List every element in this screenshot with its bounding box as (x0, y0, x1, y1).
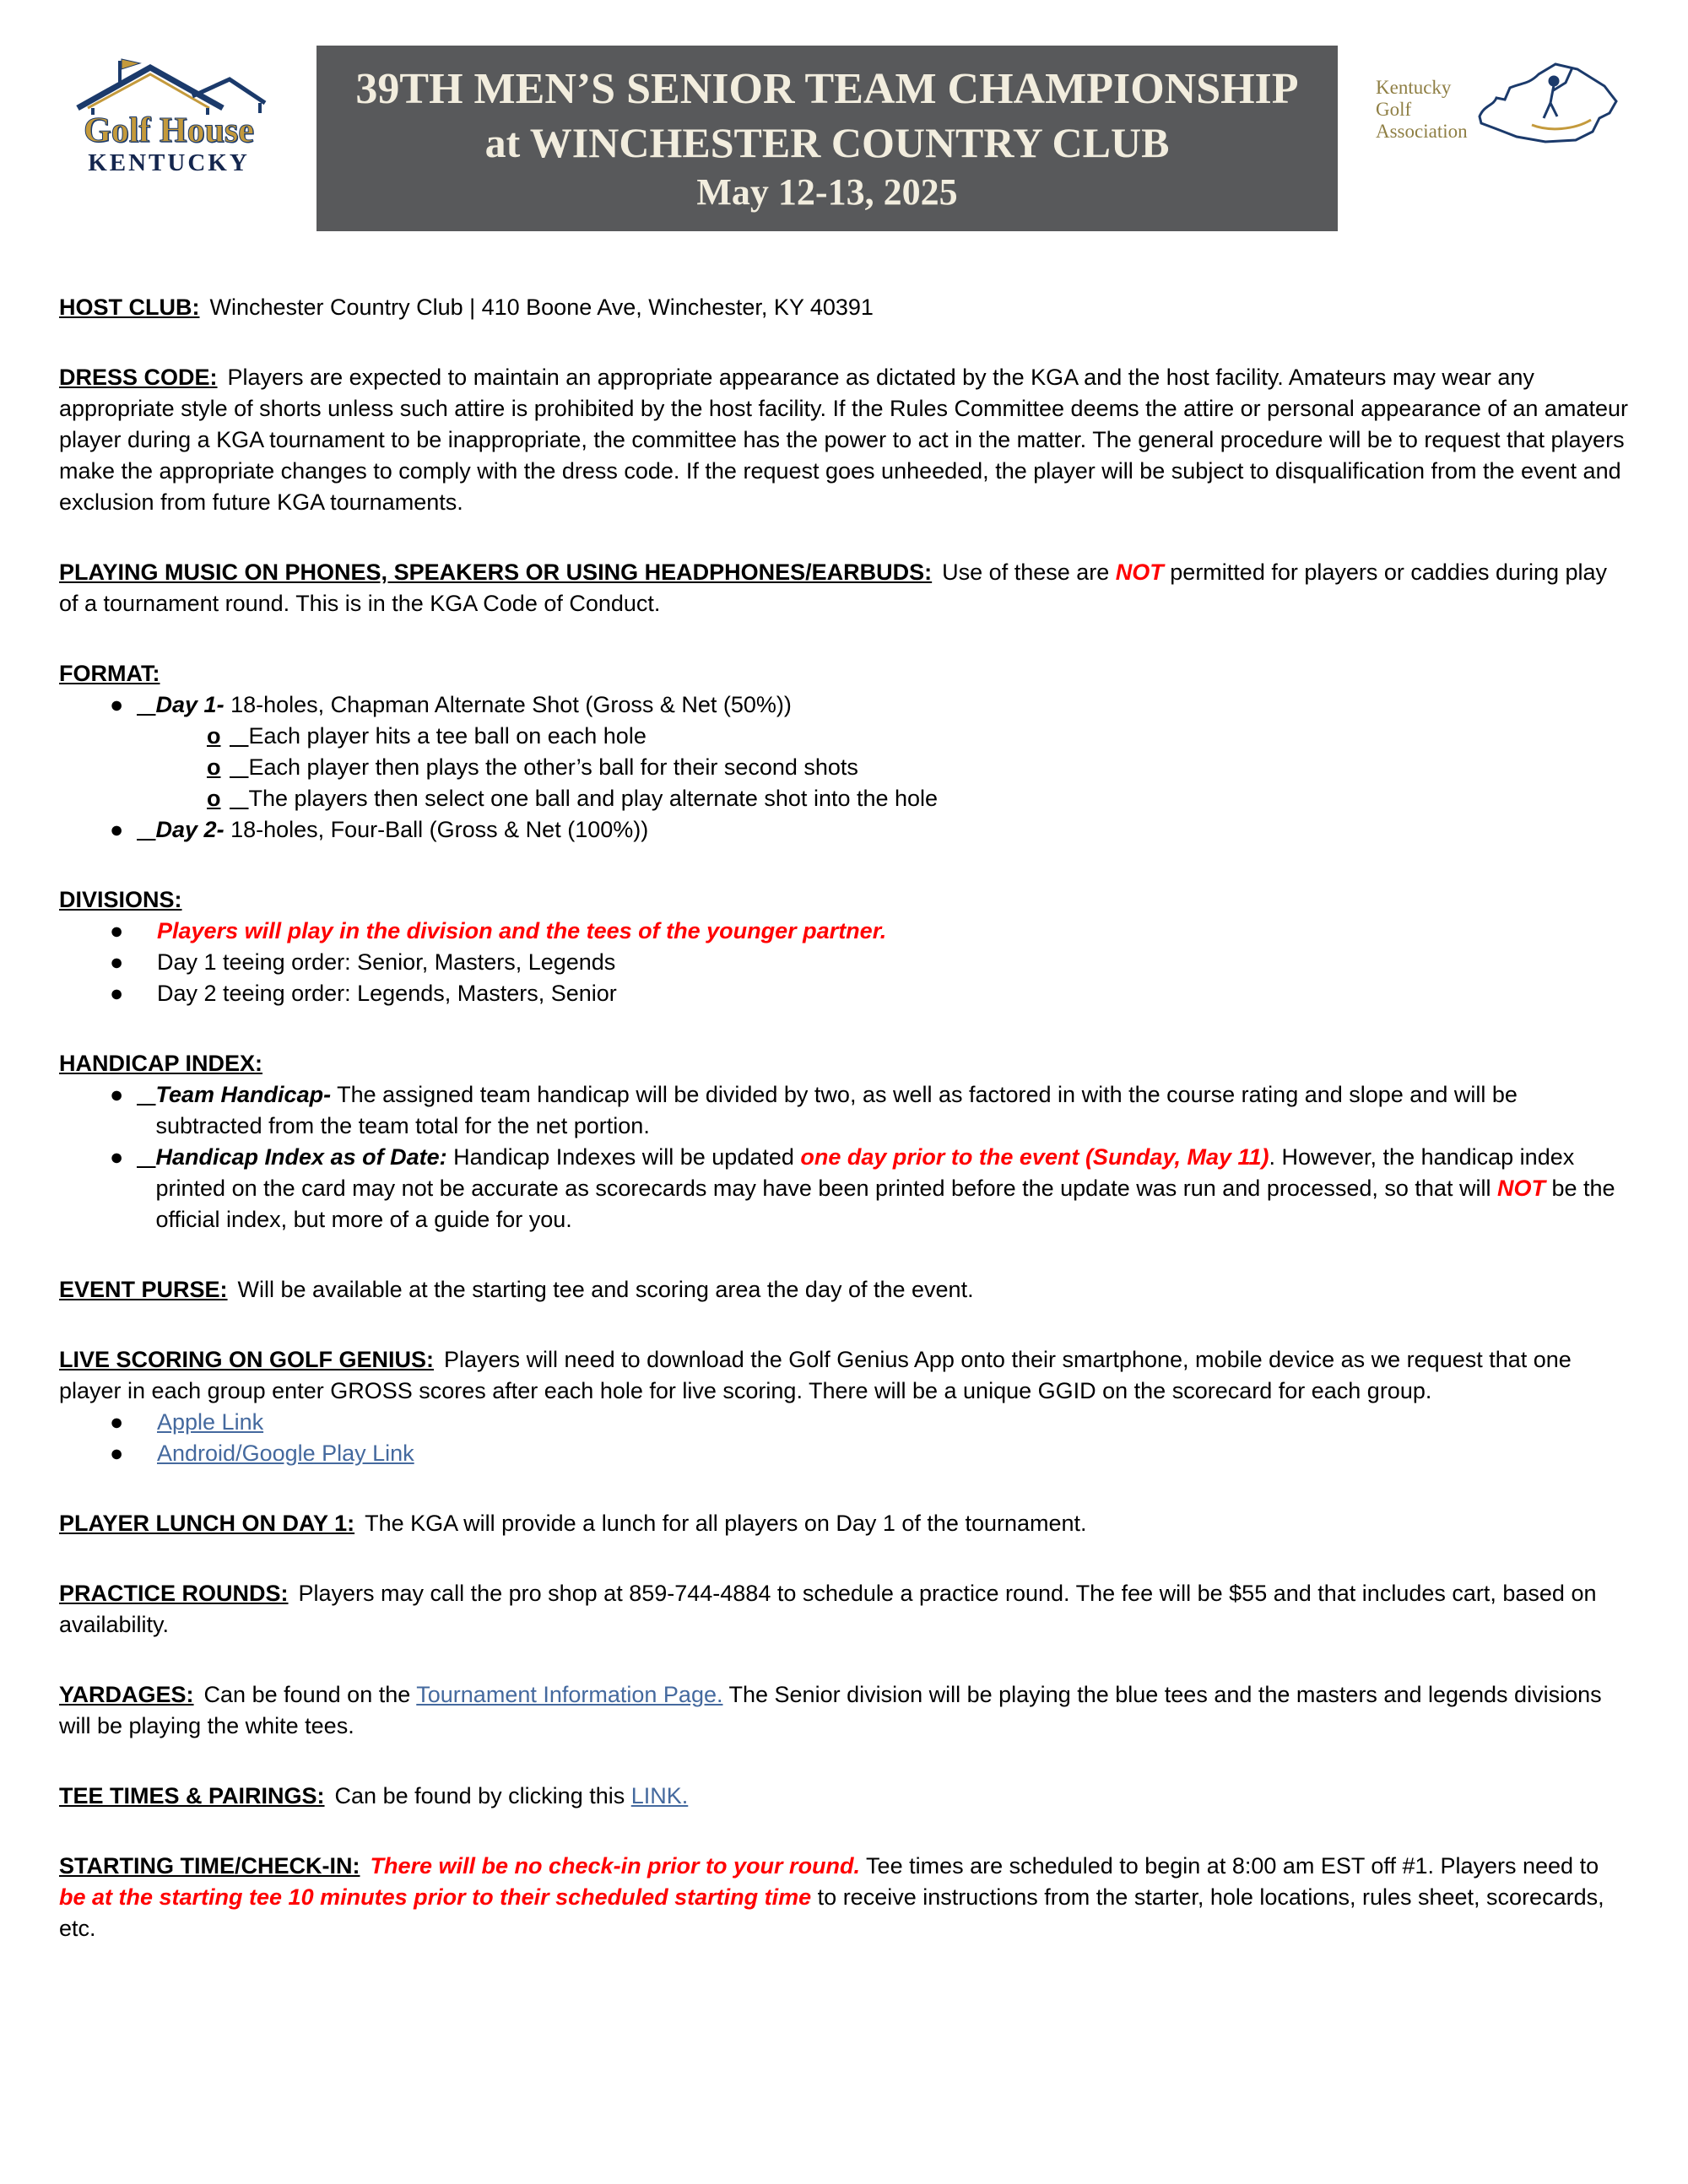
tab-leader (137, 814, 156, 846)
tab-leader (137, 689, 156, 721)
starting-time-label: STARTING TIME/CHECK-IN: (59, 1853, 360, 1879)
dress-code-text: Players are expected to maintain an appropriate appearance as dictated by the KGA and the host facility. Amateurs may wear any appropriate style of shorts unless such attire is prohibited by the host facility. If the Rules Committee deems the attire or personal appearance of an amateur player during a KGA tournament to be inappropriate, the committee has the power to act in the matter. The general procedure will be to request that players make the appropriate changes to comply with the dress code. If the request goes unheeded, the player will be subject to disqualification from the event and exclusion from future KGA tournaments. (59, 365, 1628, 515)
starting-time-t1: Tee times are scheduled to begin at 8:00 am EST off #1. Players need to (860, 1853, 1599, 1879)
divisions-bullet-1 (59, 916, 1629, 947)
practice-rounds-label: PRACTICE ROUNDS: (59, 1581, 289, 1606)
divisions-bullet-2 (59, 947, 1629, 978)
format-day2-text (156, 814, 1629, 846)
bullet-icon: ● (110, 817, 124, 842)
header (59, 35, 1629, 231)
handicap-index-t2: . However, the handicap index printed on the card may not be accurate as scorecards may have been printed before the update was run and processed, so that will (155, 1144, 1575, 1201)
handicap-team-label: Team Handicap- (155, 1082, 332, 1107)
section-player-lunch (59, 1508, 1629, 1539)
format-day1-sub2 (59, 752, 1629, 783)
section-music (59, 557, 1629, 619)
format-day2-bullet (59, 814, 1629, 846)
host-club-text: Winchester Country Club | 410 Boone Ave, Winchester, KY 40391 (209, 295, 874, 320)
bullet-icon: ● (110, 1144, 124, 1170)
handicap-index-t1: Handicap Indexes will be updated (446, 1144, 801, 1170)
section-yardages (59, 1679, 1629, 1742)
bullet-icon: ● (110, 949, 124, 975)
section-divisions-heading (59, 884, 1629, 916)
tee-times-label: TEE TIMES & PAIRINGS: (59, 1783, 325, 1808)
kga-logo-text (1376, 77, 1468, 143)
handicap-bullet-2 (59, 1142, 1629, 1235)
music-not-emphasis: NOT (1115, 560, 1164, 585)
bullet-icon: ● (110, 1082, 124, 1107)
player-lunch-label: PLAYER LUNCH ON DAY 1: (59, 1511, 355, 1536)
live-scoring-bullet-1 (59, 1407, 1629, 1438)
music-text-2: permitted for players or caddies during play of a tournament round. This is in the KGA Code of Conduct. (59, 560, 1608, 616)
format-day1-sub2-text: Each player then plays the other’s ball for their second shots (248, 754, 858, 780)
format-label: FORMAT: (59, 661, 160, 686)
banner-title: 39TH MEN’S SENIOR TEAM CHAMPIONSHIP (355, 65, 1299, 113)
music-label: PLAYING MUSIC ON PHONES, SPEAKERS OR USING HEADPHONES/EARBUDS: (59, 560, 933, 585)
format-day2-label: Day 2- (155, 817, 225, 842)
golf-house-icon (68, 54, 270, 116)
logo-left-subtitle: KENTUCKY (88, 149, 250, 176)
yardages-label: YARDAGES: (59, 1682, 194, 1707)
section-starting-time (59, 1851, 1629, 1944)
apple-link[interactable]: Apple Link (157, 1409, 264, 1435)
section-host-club (59, 292, 1629, 323)
handicap-index-red2: NOT (1496, 1176, 1545, 1201)
format-day1-sub1-text: Each player hits a tee ball on each hole (248, 723, 647, 749)
player-lunch-text: The KGA will provide a lunch for all players on Day 1 of the tournament. (365, 1511, 1087, 1536)
tee-times-link[interactable]: LINK. (630, 1783, 689, 1808)
logo-left-title: Golf House (84, 111, 254, 150)
tournament-info-page-link[interactable]: Tournament Information Page. (416, 1682, 723, 1707)
sub-bullet-icon: o (207, 786, 221, 811)
divisions-label: DIVISIONS: (59, 887, 182, 912)
handicap-bullet-1 (59, 1079, 1629, 1142)
event-banner (316, 46, 1338, 231)
tab-leader (137, 1142, 156, 1235)
bullet-icon: ● (110, 1441, 124, 1466)
handicap-team-text (156, 1079, 1629, 1142)
bullet-icon: ● (110, 918, 124, 943)
format-day1-sub1 (59, 721, 1629, 752)
live-scoring-bullet-2 (59, 1438, 1629, 1469)
tab-leader (230, 721, 249, 752)
format-day1-label: Day 1- (155, 692, 225, 717)
handicap-index-text (156, 1142, 1629, 1235)
live-scoring-text: Players will need to download the Golf Genius App onto their smartphone, mobile device as we request that one player in each group enter GROSS scores after each hole for live scoring. There will be a unique GGID on the scorecard for each group. (59, 1347, 1572, 1403)
sub-bullet-icon: o (207, 754, 221, 780)
event-purse-text: Will be available at the starting tee and scoring area the day of the event. (237, 1277, 974, 1302)
section-event-purse (59, 1274, 1629, 1306)
format-day2-desc: 18-holes, Four-Ball (Gross & Net (100%)) (224, 817, 649, 842)
event-purse-label: EVENT PURSE: (59, 1277, 228, 1302)
format-list (59, 689, 1629, 846)
tab-leader (230, 783, 249, 814)
section-dress-code (59, 362, 1629, 518)
tab-leader (230, 752, 249, 783)
section-tee-times (59, 1781, 1629, 1812)
handicap-index-label: Handicap Index as of Date: (155, 1144, 447, 1170)
starting-time-red2: be at the starting tee 10 minutes prior to their scheduled starting time (59, 1884, 812, 1910)
divisions-day2-order: Day 2 teeing order: Legends, Masters, Senior (157, 981, 617, 1006)
bullet-icon: ● (110, 981, 124, 1006)
section-live-scoring (59, 1344, 1629, 1407)
section-practice-rounds (59, 1578, 1629, 1641)
sub-bullet-icon: o (207, 723, 221, 749)
kga-logo (1376, 57, 1629, 162)
dress-code-label: DRESS CODE: (59, 365, 218, 390)
format-day1-sub3-text: The players then select one ball and play alternate shot into the hole (248, 786, 939, 811)
live-scoring-label: LIVE SCORING ON GOLF GENIUS: (59, 1347, 435, 1372)
kga-text-line1: Kentucky (1376, 77, 1452, 98)
kga-text-line2: Golf (1376, 99, 1412, 120)
format-day1-text (156, 689, 1629, 721)
handicap-index-red1: one day prior to the event (Sunday, May 11) (800, 1144, 1269, 1170)
format-day1-desc: 18-holes, Chapman Alternate Shot (Gross & Net (50%)) (224, 692, 792, 717)
starting-time-t2: to receive instructions from the starter, hole locations, rules sheet, scorecards, etc. (59, 1884, 1604, 1941)
divisions-list (59, 916, 1629, 1009)
divisions-rule-emphasis: Players will play in the division and the tees of the younger partner. (157, 918, 887, 943)
format-day1-bullet (59, 689, 1629, 721)
golf-house-kentucky-logo (59, 54, 279, 177)
banner-venue: at WINCHESTER COUNTRY CLUB (484, 119, 1170, 166)
yardages-t2: The Senior division will be playing the blue tees and the masters and legends divisions will be playing the white tees. (59, 1682, 1602, 1738)
bullet-icon: ● (110, 692, 124, 717)
starting-time-red1: There will be no check-in prior to your round. (370, 1853, 861, 1879)
kentucky-state-icon (1473, 57, 1625, 162)
tee-times-t1: Can be found by clicking this (334, 1783, 631, 1808)
yardages-t1: Can be found on the (203, 1682, 417, 1707)
practice-rounds-text: Players may call the pro shop at 859-744-4884 to schedule a practice round. The fee will be $55 and that includes cart, based on availability. (59, 1581, 1597, 1637)
handicap-index-t3: be the official index, but more of a guide for you. (155, 1176, 1615, 1232)
live-scoring-links (59, 1407, 1629, 1469)
banner-dates: May 12-13, 2025 (696, 171, 958, 213)
section-handicap-heading (59, 1048, 1629, 1079)
bullet-icon: ● (110, 1409, 124, 1435)
handicap-label: HANDICAP INDEX: (59, 1051, 263, 1076)
divisions-bullet-3 (59, 978, 1629, 1009)
divisions-day1-order: Day 1 teeing order: Senior, Masters, Legends (157, 949, 616, 975)
section-format-heading (59, 658, 1629, 689)
handicap-team-desc: The assigned team handicap will be divided by two, as well as factored in with the course rating and slope and will be subtracted from the team total for the net portion. (155, 1082, 1518, 1138)
host-club-label: HOST CLUB: (59, 295, 200, 320)
music-text-1: Use of these are (942, 560, 1116, 585)
format-day1-sub3 (59, 783, 1629, 814)
kga-text-line3: Association (1376, 121, 1468, 142)
tab-leader (137, 1079, 156, 1142)
handicap-list (59, 1079, 1629, 1235)
android-google-play-link[interactable]: Android/Google Play Link (157, 1441, 414, 1466)
